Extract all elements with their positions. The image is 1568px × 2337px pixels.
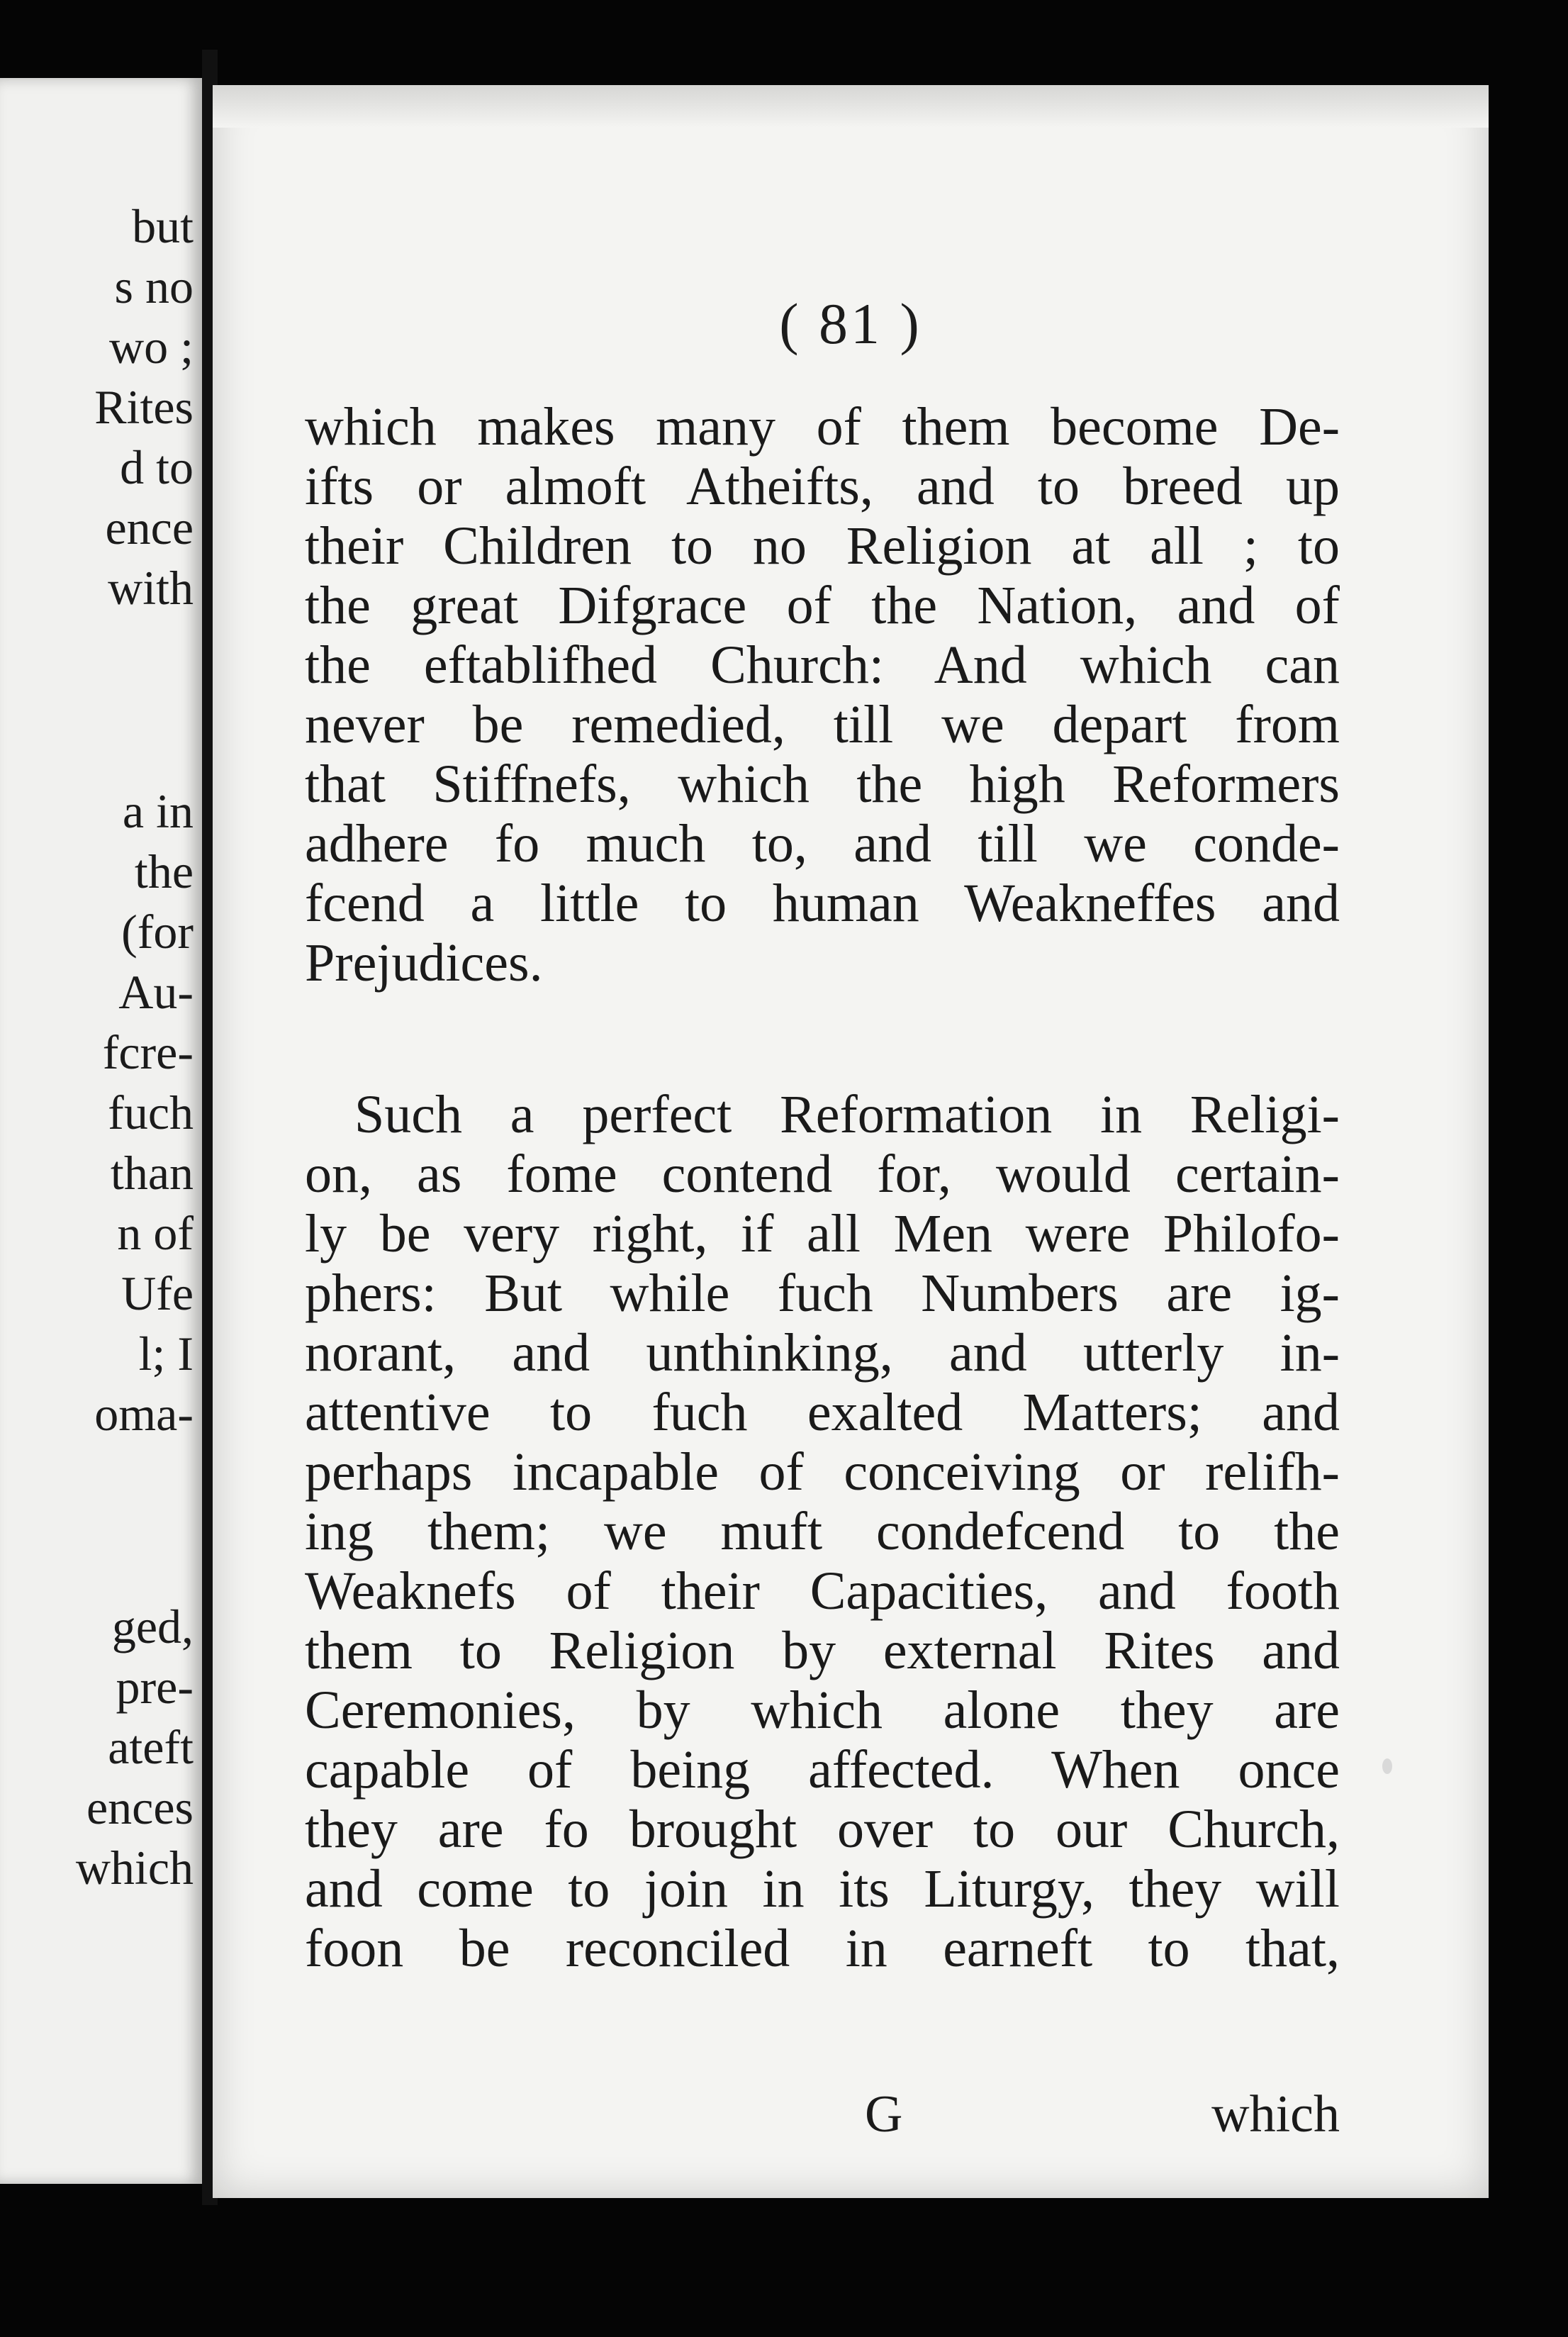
text-line: which makes many of them become De- — [305, 397, 1340, 457]
catchword: which — [1211, 2085, 1340, 2143]
paragraph-gap — [305, 993, 1340, 1085]
facing-page-text: s no — [114, 260, 194, 313]
facing-page-text: which — [75, 1841, 194, 1895]
facing-page-text: ged, — [111, 1600, 194, 1653]
facing-page-text: ateft — [108, 1720, 194, 1774]
text-line: Prejudices. — [305, 933, 543, 993]
text-line: them to Religion by external Rites and — [305, 1621, 1340, 1680]
text-line: fcend a little to human Weakneffes and — [305, 874, 1340, 933]
book-page — [213, 85, 1489, 2198]
text-line: capable of being affected. When once — [305, 1740, 1340, 1800]
facing-page-text: but — [132, 199, 194, 253]
facing-page-text: fcre- — [102, 1025, 194, 1079]
facing-page-text: d to — [120, 440, 194, 494]
text-line: Weaknefs of their Capacities, and footh — [305, 1561, 1340, 1621]
facing-page-text: a in — [122, 784, 194, 838]
facing-page-text: Rites — [94, 380, 194, 434]
page-speck — [1382, 1758, 1392, 1774]
text-line: Ceremonies, by which alone they are — [305, 1680, 1340, 1740]
text-line: their Children to no Religion at all ; to — [305, 516, 1340, 576]
text-line: norant, and unthinking, and utterly in- — [305, 1323, 1340, 1383]
text-line: they are fo brought over to our Church, — [305, 1800, 1340, 1859]
facing-page-text: n of — [117, 1206, 194, 1260]
page-number: ( 81 ) — [779, 291, 922, 356]
text-line: phers: But while fuch Numbers are ig- — [305, 1264, 1340, 1323]
signature-mark: G — [865, 2085, 903, 2143]
text-line: ly be very right, if all Men were Philofo- — [305, 1204, 1340, 1264]
facing-page-text: wo ; — [109, 320, 194, 374]
facing-page-text: l; I — [138, 1327, 194, 1381]
paragraph-1 — [305, 397, 1340, 993]
facing-page-text: (for — [121, 905, 194, 959]
text-line: on, as fome contend for, would certain- — [305, 1144, 1340, 1204]
page-footer — [305, 2085, 1340, 2144]
text-line: the eftablifhed Church: And which can — [305, 635, 1340, 695]
facing-page-text: ence — [105, 501, 194, 554]
text-line: attentive to fuch exalted Matters; and — [305, 1383, 1340, 1442]
facing-page-text: fuch — [108, 1086, 194, 1139]
text-line: that Stiffnefs, which the high Reformers — [305, 754, 1340, 814]
text-line: Such a perfect Reformation in Religi- — [354, 1085, 1340, 1144]
paragraph-2 — [305, 1085, 1340, 1978]
text-line: adhere fo much to, and till we conde- — [305, 814, 1340, 874]
facing-page-text: the — [134, 844, 194, 898]
text-line: foon be reconciled in earneft to that, — [305, 1919, 1340, 1978]
text-line: ing them; we muft condefcend to the — [305, 1502, 1340, 1561]
page-text — [305, 397, 1340, 1978]
text-line: the great Difgrace of the Nation, and of — [305, 576, 1340, 635]
facing-page-text: ences — [86, 1780, 194, 1834]
facing-page-text: pre- — [116, 1660, 194, 1714]
page-top-edge — [213, 85, 1489, 128]
facing-page — [0, 78, 206, 2184]
text-line: never be remedied, till we depart from — [305, 695, 1340, 754]
facing-page-text: Ufe — [121, 1266, 194, 1320]
text-line: and come to join in its Liturgy, they will — [305, 1859, 1340, 1919]
text-line: ifts or almoft Atheifts, and to breed up — [305, 457, 1340, 516]
facing-page-text: Au- — [118, 965, 194, 1019]
facing-page-text: oma- — [94, 1387, 194, 1441]
text-line: perhaps incapable of conceiving or relifh- — [305, 1442, 1340, 1502]
facing-page-text: with — [108, 561, 194, 615]
facing-page-text: than — [110, 1146, 194, 1200]
